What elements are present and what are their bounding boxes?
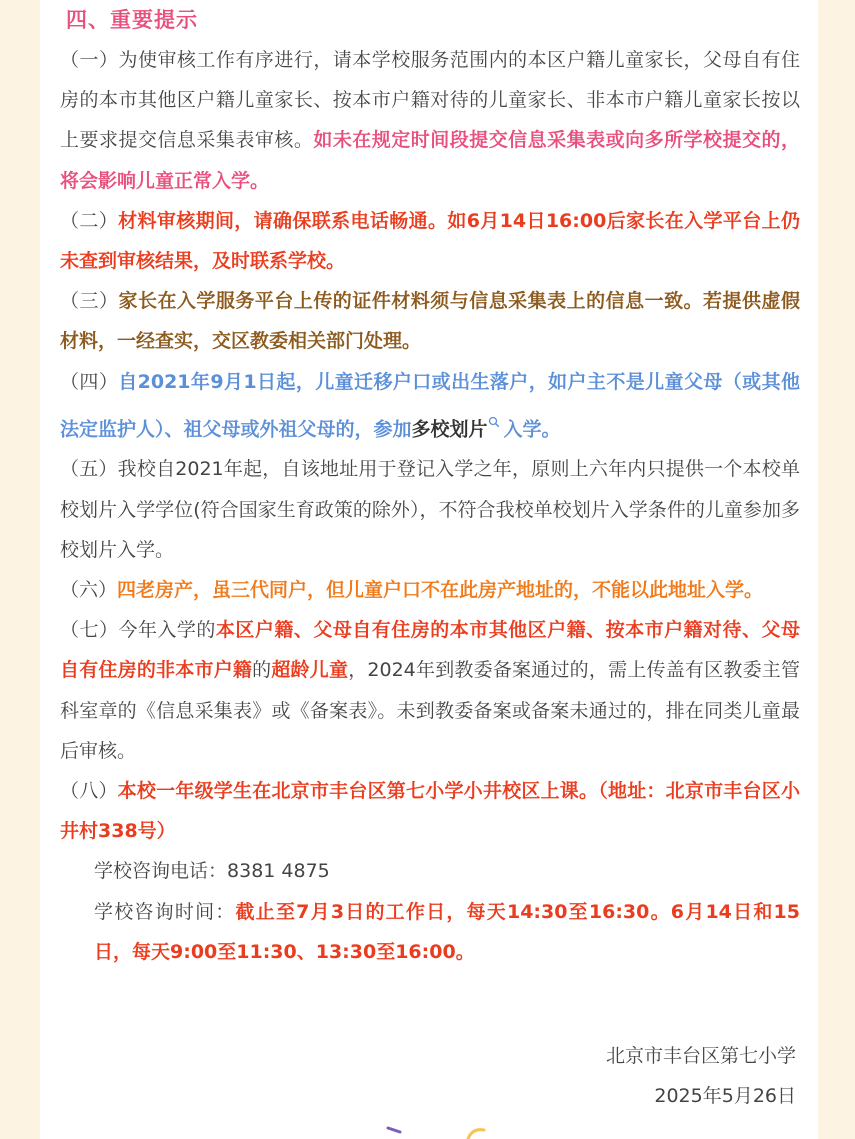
contact-time [60, 892, 800, 972]
notice-item-4 [60, 362, 800, 450]
article-page [40, 0, 818, 1139]
notice-item-7 [60, 610, 800, 771]
time-value: 截止至7月3日的工作日，每天14:30至16:30。6月14日和15日，每天9:00至11:30、13:30至16:00。 [94, 900, 800, 963]
notice-item-6 [60, 570, 800, 610]
item-number: （七） [60, 619, 119, 642]
item-text: 本校一年级学生在北京市丰台区第七小学小井校区上课。（地址：北京市丰台区小井村338号） [60, 779, 800, 843]
item-number: （五） [60, 458, 118, 481]
item-number: （三） [60, 290, 119, 313]
school-name: 北京市丰台区第七小学 [605, 1045, 796, 1067]
time-label: 学校咨询时间： [94, 900, 236, 923]
item-text: 今年入学的 [118, 619, 216, 642]
item-text: 的 [252, 659, 272, 682]
notice-item-8 [60, 771, 800, 851]
notice-item-1 [60, 40, 800, 201]
item-text: ，2024年到教委备案通过的，需上传盖有区教委主管科室章的《信息采集表》或《备案表》。未到教委备案或备案未通过的，排在同类儿童最后审核。 [60, 659, 800, 762]
section-title: 四、重要提示 [66, 8, 198, 32]
article-content [60, 40, 800, 972]
item-number: （四） [60, 370, 119, 393]
notice-item-2 [60, 201, 800, 281]
decoration-doodle [380, 1118, 500, 1139]
item-number: （六） [60, 578, 118, 601]
item-text: 自2021年9月1日起，儿童迁移户口或出生落户，如户主不是儿童父母（或其他法定监护人）、祖父母或外祖父母的，参加 [60, 370, 800, 441]
notice-item-3 [60, 281, 800, 361]
item-number: （二） [60, 209, 119, 232]
item-text-end: 入学。 [503, 418, 561, 441]
phone-number: 8381 4875 [227, 860, 330, 883]
notice-item-5 [60, 449, 800, 570]
signature [606, 1036, 796, 1116]
item-text: 我校自2021年起，自该地址用于登记入学之年，原则上六年内只提供一个本校单校划片入学学位(符合国家生育政策的除外），不符合我校单校划片入学条件的儿童参加多校划片入学。 [60, 458, 800, 561]
item-text: 家长在入学服务平台上传的证件材料须与信息采集表上的信息一致。若提供虚假材料，一经查实，交区教委相关部门处理。 [60, 290, 800, 353]
item-warning: 如未在规定时间段提交信息采集表或向多所学校提交的，将会影响儿童正常入学。 [60, 129, 800, 192]
item-highlight: 本区户籍、父母自有住房的本市其他区户籍、按本市户籍对待、父母自有住房的非本市户籍 [60, 619, 800, 682]
item-number: （一） [60, 49, 119, 71]
phone-label: 学校咨询电话： [94, 860, 228, 883]
item-number: （八） [60, 779, 118, 802]
item-text: 材料审核期间，请确保联系电话畅通。如6月14日16:00后家长在入学平台上仍未查到审核结果，及时联系学校。 [60, 209, 800, 273]
item-text: 四老房产，虽三代同户，但儿童户口不在此房产地址的，不能以此地址入学。 [117, 578, 764, 601]
date: 2025年5月26日 [654, 1085, 796, 1107]
search-link[interactable]: 多校划片 [411, 418, 488, 441]
item-highlight: 超龄儿童 [271, 659, 349, 682]
search-icon[interactable] [488, 402, 502, 416]
contact-phone [60, 851, 800, 891]
item-text: 为使审核工作有序进行，请本学校服务范围内的本区户籍儿童家长，父母自有住房的本市其他区户籍儿童家长、按本市户籍对待的儿童家长、非本市户籍儿童家长按以上要求提交信息采集表审核。 [60, 49, 800, 152]
